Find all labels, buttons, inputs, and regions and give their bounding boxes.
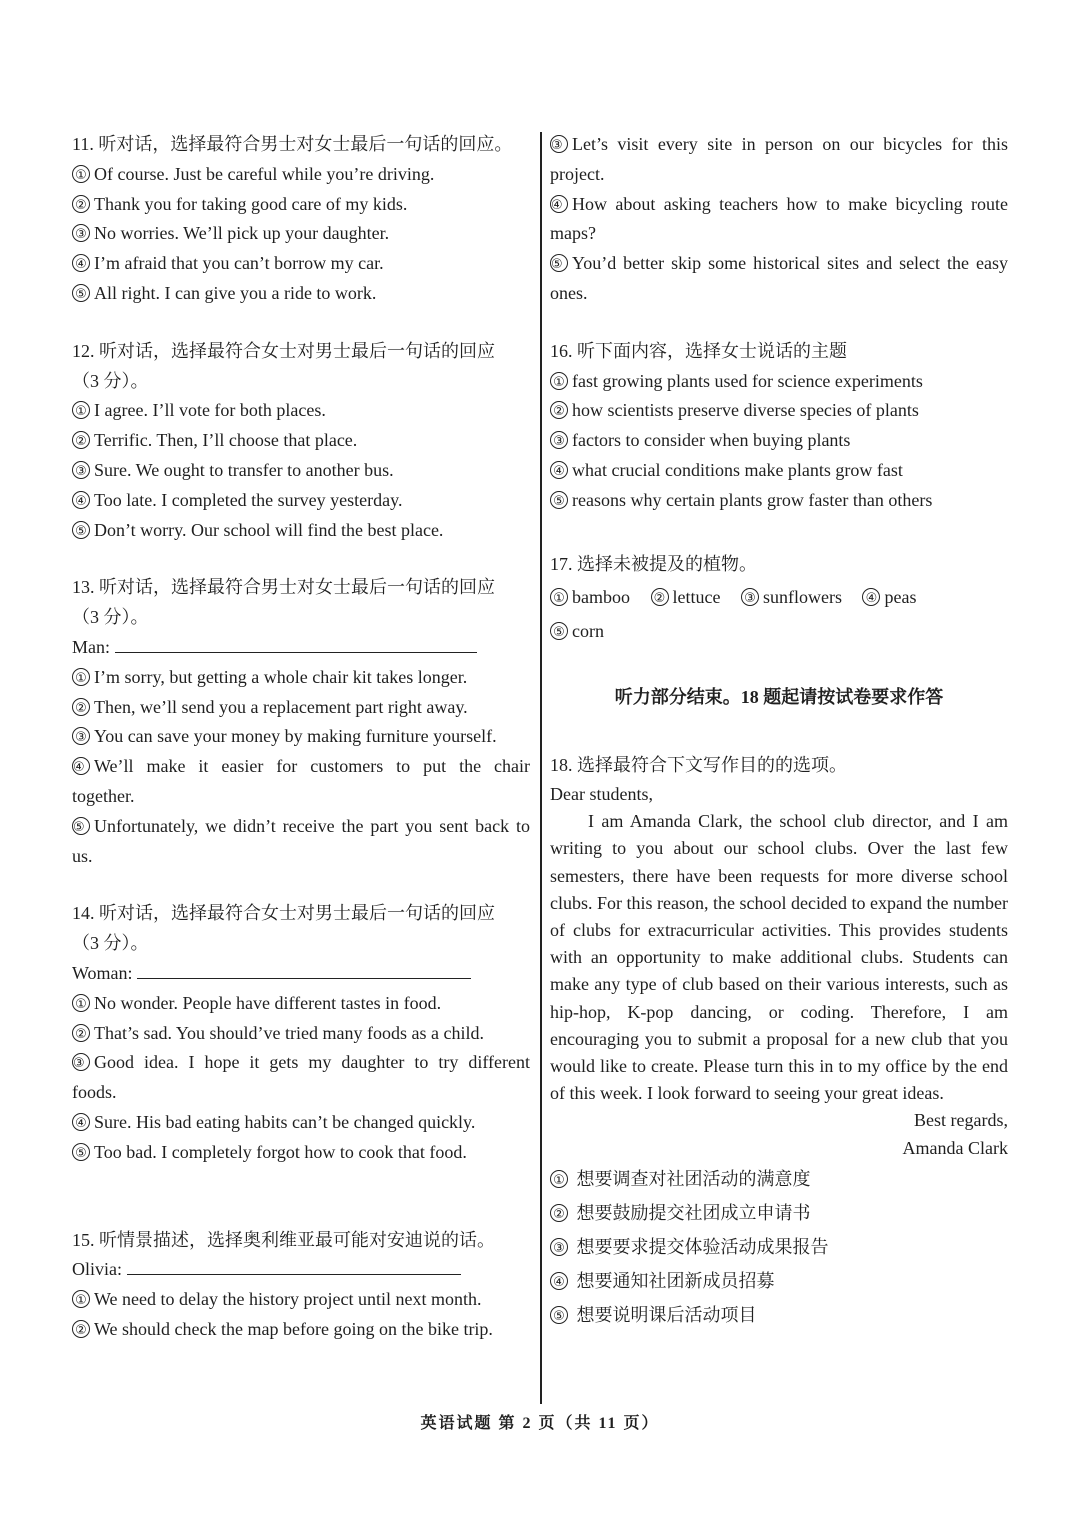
question-13 xyxy=(72,573,530,871)
q13-option-4[interactable]: ④ We’ll make it easier for customers to put the chair xyxy=(73,756,530,777)
q15-option-5-cont: ones. xyxy=(550,282,588,303)
q17-option-1[interactable]: ① bamboo xyxy=(550,587,630,607)
question-11 xyxy=(72,130,530,309)
q12-option-5[interactable]: ⑤ Don’t worry. Our school will find the best place. xyxy=(72,516,530,546)
q11-option-4[interactable]: ④ I’m afraid that you can’t borrow my car. xyxy=(72,249,530,279)
q13-option-5-cont: us. xyxy=(72,845,93,866)
q18-option-1[interactable]: ① 想要调查对社团活动的满意度 xyxy=(550,1162,1008,1196)
q14-option-2[interactable]: ② That’s sad. You should’ve tried many foods as a child. xyxy=(72,1019,530,1049)
q14-option-3-cont: foods. xyxy=(72,1082,117,1103)
question-15-continued xyxy=(550,130,1008,309)
q15-answer-line: Olivia: xyxy=(72,1255,530,1285)
q17-option-2[interactable]: ② lettuce xyxy=(651,587,721,607)
question-17 xyxy=(550,550,1008,648)
q12-option-3[interactable]: ③ Sure. We ought to transfer to another bus. xyxy=(72,456,530,486)
answer-blank[interactable] xyxy=(115,634,477,653)
q15-option-3[interactable]: ③ Let’s visit every site in person on our bicycles for this xyxy=(551,134,1008,154)
column-divider xyxy=(540,132,542,1404)
q14-option-4[interactable]: ④ Sure. His bad eating habits can’t be changed quickly. xyxy=(72,1108,530,1138)
right-column xyxy=(550,130,1008,1332)
question-12 xyxy=(72,337,530,546)
letter-body: I am Amanda Clark, the school club director, and I am writing to you about our school clubs. Over the last few semesters, there have been requests for more diverse school clubs. For this reason, the school decided to expand the number of clubs for extracurricular activities. This provides students with an opportunity to make additional clubs. Students can make any type of club based on their various interests, such as hip-hop, K-pop dancing, or coding. Therefore, I am encouraging you to submit a proposal for a new club that you would like to create. Please turn this in to my office by the end of this week. I look forward to seeing your great ideas. xyxy=(550,811,1008,1104)
answer-blank[interactable] xyxy=(137,960,471,979)
q18-option-2[interactable]: ② 想要鼓励提交社团成立申请书 xyxy=(550,1196,1008,1230)
letter-signature: Amanda Clark xyxy=(902,1137,1008,1158)
q14-option-3[interactable]: ③ Good idea. I hope it gets my daughter to try different xyxy=(73,1052,530,1073)
q12-option-4[interactable]: ④ Too late. I completed the survey yesterday. xyxy=(72,486,530,516)
q16-option-1[interactable]: ① fast growing plants used for science experiments xyxy=(550,367,1008,397)
q12-stem: 12. 听对话，选择最符合女士对男士最后一句话的回应 xyxy=(72,340,495,361)
q11-stem: 11. 听对话，选择最符合男士对女士最后一句话的回应。 xyxy=(72,134,513,154)
q11-option-5[interactable]: ⑤ All right. I can give you a ride to work. xyxy=(72,279,530,309)
q12-points: （3 分）。 xyxy=(72,370,149,391)
q15-option-4[interactable]: ④ How about asking teachers how to make bicycling route xyxy=(551,193,1008,214)
q18-stem: 18. 选择最符合下文写作目的的选项。 xyxy=(550,755,847,776)
q14-answer-line: Woman: xyxy=(72,959,530,989)
q11-option-2[interactable]: ② Thank you for taking good care of my kids. xyxy=(72,190,530,220)
q15-option-4-cont: maps? xyxy=(550,223,596,244)
question-18 xyxy=(550,751,1008,1332)
left-column xyxy=(72,130,530,1345)
q18-option-5[interactable]: ⑤ 想要说明课后活动项目 xyxy=(550,1298,1008,1332)
q17-stem: 17. 选择未被提及的植物。 xyxy=(550,553,757,574)
letter-closing: Best regards, xyxy=(914,1110,1008,1131)
q15-option-1[interactable]: ① We need to delay the history project until next month. xyxy=(72,1285,530,1315)
q16-option-4[interactable]: ④ what crucial conditions make plants grow fast xyxy=(550,456,1008,486)
q13-option-1[interactable]: ① I’m sorry, but getting a whole chair kit takes longer. xyxy=(72,663,530,693)
section-end-notice: 听力部分结束。18 题起请按试卷要求作答 xyxy=(614,687,944,708)
question-14 xyxy=(72,899,530,1167)
q13-option-2[interactable]: ② Then, we’ll send you a replacement part right away. xyxy=(72,693,530,723)
q15-option-3-cont: project. xyxy=(550,163,605,184)
q13-stem: 13. 听对话，选择最符合男士对女士最后一句话的回应 xyxy=(72,577,495,598)
q17-options-row xyxy=(550,579,1008,615)
q17-option-4[interactable]: ④ peas xyxy=(862,587,916,607)
q13-points: （3 分）。 xyxy=(72,607,149,628)
q15-option-2[interactable]: ② We should check the map before going on the bike trip. xyxy=(72,1315,530,1345)
q16-option-5[interactable]: ⑤ reasons why certain plants grow faster than others xyxy=(550,486,1008,516)
q15-option-5[interactable]: ⑤ You’d better skip some historical sites and select the easy xyxy=(551,253,1008,274)
page-footer: 英语试题 第 2 页（共 11 页） xyxy=(420,1415,660,1432)
q11-option-3[interactable]: ③ No worries. We’ll pick up your daughter. xyxy=(72,219,530,249)
q13-option-5[interactable]: ⑤ Unfortunately, we didn’t receive the part you sent back to xyxy=(73,815,530,836)
q14-option-1[interactable]: ① No wonder. People have different tastes in food. xyxy=(72,989,530,1019)
q15-stem: 15. 听情景描述，选择奥利维亚最可能对安迪说的话。 xyxy=(72,1229,495,1250)
q12-option-2[interactable]: ② Terrific. Then, I’ll choose that place. xyxy=(72,426,530,456)
q17-option-3[interactable]: ③ sunflowers xyxy=(741,587,842,607)
q16-option-2[interactable]: ② how scientists preserve diverse species of plants xyxy=(550,396,1008,426)
q18-option-3[interactable]: ③ 想要要求提交体验活动成果报告 xyxy=(550,1230,1008,1264)
q12-option-1[interactable]: ① I agree. I’ll vote for both places. xyxy=(72,396,530,426)
q16-stem: 16. 听下面内容，选择女士说话的主题 xyxy=(550,340,847,361)
answer-blank[interactable] xyxy=(127,1256,461,1275)
question-16 xyxy=(550,337,1008,516)
q13-answer-line: Man: xyxy=(72,633,530,663)
q16-option-3[interactable]: ③ factors to consider when buying plants xyxy=(550,426,1008,456)
q13-option-3[interactable]: ③ You can save your money by making furniture yourself. xyxy=(72,722,530,752)
q14-stem: 14. 听对话，选择最符合女士对男士最后一句话的回应 xyxy=(72,903,495,924)
q14-option-5[interactable]: ⑤ Too bad. I completely forgot how to cook that food. xyxy=(72,1138,530,1168)
q13-option-4-cont: together. xyxy=(72,785,135,806)
q17-option-5[interactable]: ⑤ corn xyxy=(550,615,1008,647)
letter-greeting: Dear students, xyxy=(550,783,653,804)
q14-points: （3 分）。 xyxy=(72,933,149,954)
q18-option-4[interactable]: ④ 想要通知社团新成员招募 xyxy=(550,1264,1008,1298)
q11-option-1[interactable]: ① Of course. Just be careful while you’re driving. xyxy=(72,160,530,190)
question-15 xyxy=(72,1226,530,1345)
